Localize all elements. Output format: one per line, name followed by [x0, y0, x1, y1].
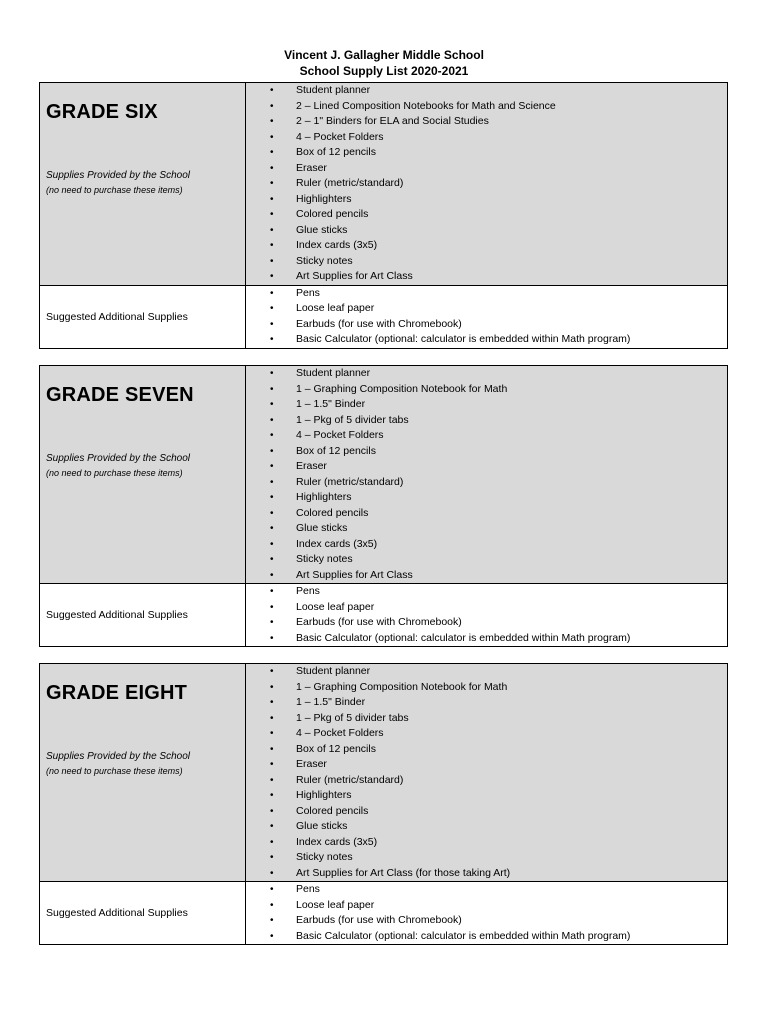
additional-items-list — [246, 882, 727, 944]
additional-row — [40, 882, 728, 945]
list-item: • Highlighters — [270, 192, 727, 208]
provided-note: (no need to purchase these items) — [46, 468, 183, 478]
list-item: • Basic Calculator (optional: calculator is embedded within Math program) — [270, 332, 727, 348]
list-item: • Sticky notes — [270, 254, 727, 270]
additional-row — [40, 285, 728, 348]
list-item: • Basic Calculator (optional: calculator is embedded within Math program) — [270, 929, 727, 945]
list-item: • Glue sticks — [270, 819, 727, 835]
list-item: • Art Supplies for Art Class — [270, 568, 727, 584]
provided-label: Supplies Provided by the School — [46, 453, 190, 464]
provided-items-list — [246, 664, 727, 881]
list-item: • Sticky notes — [270, 850, 727, 866]
grade-title: GRADE EIGHT — [46, 682, 188, 704]
list-item: • Ruler (metric/standard) — [270, 475, 727, 491]
additional-items-cell — [246, 285, 728, 348]
list-item: • Eraser — [270, 459, 727, 475]
document-header — [0, 47, 768, 79]
list-item: • Earbuds (for use with Chromebook) — [270, 615, 727, 631]
provided-items-list — [246, 83, 727, 285]
list-item: • 2 – Lined Composition Notebooks for Math and Science — [270, 99, 727, 115]
list-item: • Colored pencils — [270, 506, 727, 522]
provided-row — [40, 83, 728, 286]
grade-seven-table — [39, 365, 728, 647]
school-name: Vincent J. Gallagher Middle School — [284, 48, 484, 62]
list-item: • Index cards (3x5) — [270, 238, 727, 254]
list-item: • 4 – Pocket Folders — [270, 428, 727, 444]
list-item: • Art Supplies for Art Class (for those taking Art) — [270, 866, 727, 882]
list-item: • Art Supplies for Art Class — [270, 269, 727, 285]
list-item: • Box of 12 pencils — [270, 742, 727, 758]
list-item: • 2 – 1" Binders for ELA and Social Studies — [270, 114, 727, 130]
provided-label: Supplies Provided by the School — [46, 751, 190, 762]
provided-items-list — [246, 366, 727, 583]
list-item: • Eraser — [270, 161, 727, 177]
additional-label-cell — [40, 882, 246, 945]
list-item: • Colored pencils — [270, 207, 727, 223]
list-item: • Box of 12 pencils — [270, 444, 727, 460]
additional-label-cell — [40, 285, 246, 348]
list-item: • Pens — [270, 882, 727, 898]
list-item: • Box of 12 pencils — [270, 145, 727, 161]
additional-label: Suggested Additional Supplies — [46, 609, 188, 621]
list-item: • Student planner — [270, 83, 727, 99]
provided-row — [40, 366, 728, 584]
list-item: • 1 – 1.5" Binder — [270, 397, 727, 413]
list-item: • Index cards (3x5) — [270, 537, 727, 553]
provided-note: (no need to purchase these items) — [46, 185, 183, 195]
list-item: • Ruler (metric/standard) — [270, 176, 727, 192]
grade-title: GRADE SEVEN — [46, 384, 194, 406]
additional-row — [40, 584, 728, 647]
list-item: • Pens — [270, 286, 727, 302]
list-item: • 4 – Pocket Folders — [270, 726, 727, 742]
list-item: • 1 – 1.5" Binder — [270, 695, 727, 711]
list-item: • Glue sticks — [270, 521, 727, 537]
provided-label-cell — [40, 366, 246, 584]
list-item: • Highlighters — [270, 490, 727, 506]
list-item: • 1 – Pkg of 5 divider tabs — [270, 711, 727, 727]
list-item: • 1 – Pkg of 5 divider tabs — [270, 413, 727, 429]
list-item: • Student planner — [270, 664, 727, 680]
list-title: School Supply List 2020-2021 — [299, 64, 469, 78]
list-item: • Index cards (3x5) — [270, 835, 727, 851]
provided-label-cell — [40, 664, 246, 882]
list-item: • Highlighters — [270, 788, 727, 804]
provided-items-cell — [246, 366, 728, 584]
additional-label: Suggested Additional Supplies — [46, 310, 188, 323]
list-item: • Earbuds (for use with Chromebook) — [270, 317, 727, 333]
list-item: • 1 – Graphing Composition Notebook for Math — [270, 382, 727, 398]
list-item: • Loose leaf paper — [270, 898, 727, 914]
additional-items-list — [246, 286, 727, 348]
provided-items-cell — [246, 83, 728, 286]
provided-label-cell — [40, 83, 246, 286]
provided-label: Supplies Provided by the School — [46, 170, 190, 181]
additional-label: Suggested Additional Supplies — [46, 907, 188, 919]
provided-note: (no need to purchase these items) — [46, 766, 183, 776]
list-item: • Glue sticks — [270, 223, 727, 239]
list-item: • 4 – Pocket Folders — [270, 130, 727, 146]
additional-items-cell — [246, 584, 728, 647]
additional-items-list — [246, 584, 727, 646]
list-item: • Eraser — [270, 757, 727, 773]
list-item: • Loose leaf paper — [270, 600, 727, 616]
grade-title: GRADE SIX — [46, 101, 158, 123]
additional-label-cell — [40, 584, 246, 647]
provided-items-cell — [246, 664, 728, 882]
list-item: • Student planner — [270, 366, 727, 382]
list-item: • Loose leaf paper — [270, 301, 727, 317]
list-item: • Basic Calculator (optional: calculator is embedded within Math program) — [270, 631, 727, 647]
list-item: • Ruler (metric/standard) — [270, 773, 727, 789]
list-item: • Colored pencils — [270, 804, 727, 820]
provided-row — [40, 664, 728, 882]
grade-six-table — [39, 82, 728, 349]
list-item: • 1 – Graphing Composition Notebook for Math — [270, 680, 727, 696]
grade-eight-table — [39, 663, 728, 945]
list-item: • Earbuds (for use with Chromebook) — [270, 913, 727, 929]
list-item: • Sticky notes — [270, 552, 727, 568]
list-item: • Pens — [270, 584, 727, 600]
additional-items-cell — [246, 882, 728, 945]
